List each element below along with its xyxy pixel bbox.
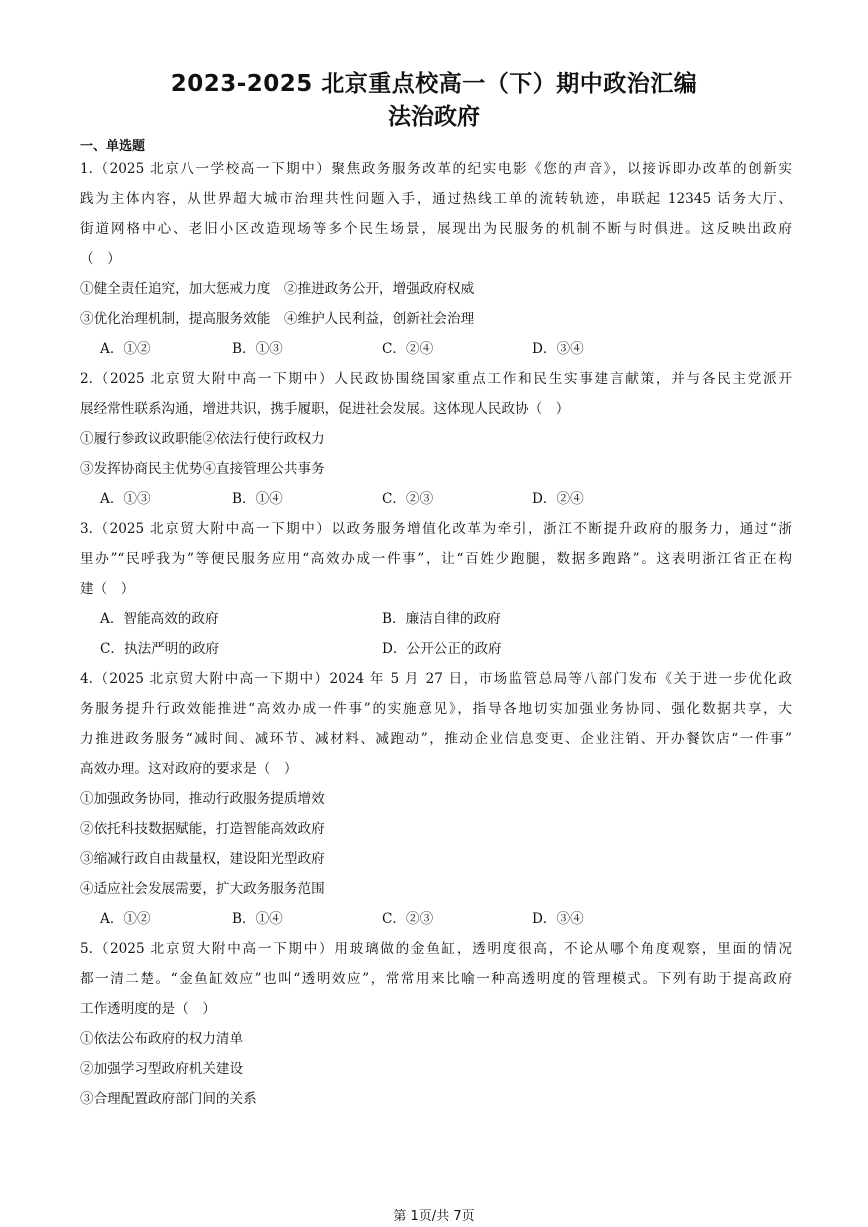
option-c[interactable]: C．②③ — [382, 911, 434, 927]
option-a[interactable]: A．智能高效的政府 — [100, 611, 219, 627]
option-c[interactable]: C．执法严明的政府 — [100, 641, 220, 657]
option-a[interactable]: A．①③ — [100, 491, 151, 507]
options-row — [80, 604, 792, 634]
question-text-line: 高效办理。这对政府的要求是（ ） — [80, 761, 298, 777]
question-text-line: （ ） — [80, 251, 121, 267]
question-text-line: 力推进政务服务“减时间、减环节、减材料、减跑动”，推动企业信息变更、企业注销、开办餐饮店“一件事” — [80, 731, 792, 747]
question-5 — [80, 934, 792, 1114]
options-row — [80, 904, 792, 934]
statement-line: ③合理配置政府部门间的关系 — [80, 1091, 257, 1107]
statement-line: ③优化治理机制，提高服务效能 ④维护人民利益，创新社会治理 — [80, 311, 475, 327]
option-d[interactable]: D．③④ — [532, 341, 584, 357]
question-text-line: 3.（2025 北京贸大附中高一下期中）以政务服务增值化改革为牵引，浙江不断提升政府的服务力，通过“浙 — [80, 521, 792, 537]
document-title: 2023-2025 北京重点校高一（下）期中政治汇编 — [170, 71, 698, 97]
option-a[interactable]: A．①② — [100, 341, 151, 357]
question-text-line: 务服务提升行政效能推进“高效办成一件事”的实施意见》，指导各地切实加强业务协同、强化数据共享，大 — [80, 701, 792, 717]
question-4 — [80, 664, 792, 934]
options-row — [80, 334, 792, 364]
option-c[interactable]: C．②④ — [382, 341, 434, 357]
statement-line: ①加强政务协同，推动行政服务提质增效 — [80, 791, 325, 807]
question-text-line: 街道网格中心、老旧小区改造现场等多个民生场景，展现出为民服务的机制不断与时俱进。这反映出政府 — [80, 221, 792, 237]
question-text-line: 2.（2025 北京贸大附中高一下期中）人民政协围绕国家重点工作和民生实事建言献策，并与各民主党派开 — [80, 371, 792, 387]
statement-line: ①依法公布政府的权力清单 — [80, 1031, 244, 1047]
document-subtitle: 法治政府 — [388, 104, 480, 130]
option-b[interactable]: B．①④ — [232, 911, 283, 927]
statement-line: ②依托科技数据赋能，打造智能高效政府 — [80, 821, 325, 837]
question-text-line: 里办”“民呼我为”等便民服务应用“高效办成一件事”，让“百姓少跑腿，数据多跑路”。这表明浙江省正在构 — [80, 551, 792, 567]
statement-line: ②加强学习型政府机关建设 — [80, 1061, 244, 1077]
option-a[interactable]: A．①② — [100, 911, 151, 927]
question-3 — [80, 514, 792, 664]
question-1 — [80, 154, 792, 364]
options-row — [80, 634, 792, 664]
option-c[interactable]: C．②③ — [382, 491, 434, 507]
option-d[interactable]: D．③④ — [532, 911, 584, 927]
question-list — [80, 154, 792, 1114]
section-heading: 一、单选题 — [80, 139, 146, 154]
question-2 — [80, 364, 792, 514]
question-text-line: 4.（2025 北京贸大附中高一下期中）2024 年 5 月 27 日，市场监管总局等八部门发布《关于进一步优化政 — [80, 671, 792, 687]
option-b[interactable]: B．①④ — [232, 491, 283, 507]
options-row — [80, 484, 792, 514]
option-b[interactable]: B．廉洁自律的政府 — [382, 611, 501, 627]
question-text-line: 5.（2025 北京贸大附中高一下期中）用玻璃做的金鱼缸，透明度很高，不论从哪个角度观察，里面的情况 — [80, 941, 792, 957]
question-text-line: 践为主体内容，从世界超大城市治理共性问题入手，通过热线工单的流转轨迹，串联起 12345 话务大厅、 — [80, 191, 792, 207]
question-text-line: 建（ ） — [80, 581, 135, 597]
question-text-line: 1.（2025 北京八一学校高一下期中）聚焦政务服务改革的纪实电影《您的声音》，以接诉即办改革的创新实 — [80, 161, 792, 177]
option-b[interactable]: B．①③ — [232, 341, 283, 357]
question-text-line: 都一清二楚。“金鱼缸效应”也叫“透明效应”，常常用来比喻一种高透明度的管理模式。下列有助于提高政府 — [80, 971, 792, 987]
option-d[interactable]: D．公开公正的政府 — [382, 641, 502, 657]
question-text-line: 展经常性联系沟通，增进共识，携手履职，促进社会发展。这体现人民政协（ ） — [80, 401, 570, 417]
statement-line: ①履行参政议政职能②依法行使行政权力 — [80, 431, 325, 447]
statement-line: ①健全责任追究，加大惩戒力度 ②推进政务公开，增强政府权威 — [80, 281, 475, 297]
option-d[interactable]: D．②④ — [532, 491, 584, 507]
statement-line: ③发挥协商民主优势④直接管理公共事务 — [80, 461, 325, 477]
question-text-line: 工作透明度的是（ ） — [80, 1001, 216, 1017]
statement-line: ③缩减行政自由裁量权，建设阳光型政府 — [80, 851, 325, 867]
statement-line: ④适应社会发展需要，扩大政务服务范围 — [80, 881, 325, 897]
page-number: 第 1页/共 7页 — [393, 1209, 475, 1224]
